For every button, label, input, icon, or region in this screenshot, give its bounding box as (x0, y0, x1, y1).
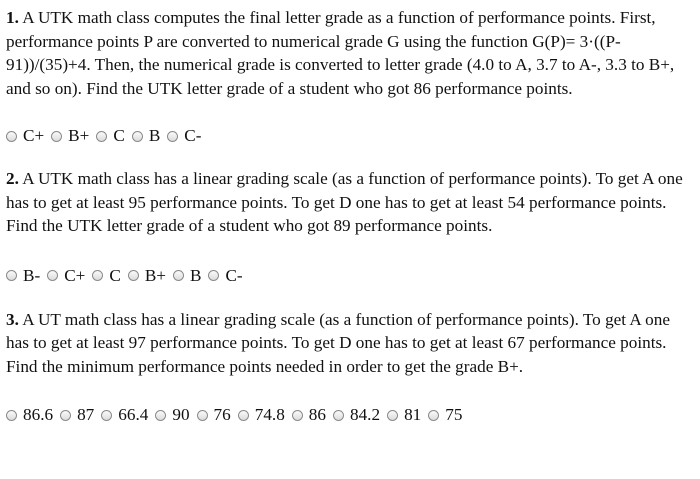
q2-option-5[interactable] (173, 265, 201, 287)
option-label: C- (225, 265, 243, 285)
option-label: 76 (213, 405, 231, 424)
q3-option-7[interactable] (292, 404, 326, 426)
q2-option-2[interactable] (47, 265, 85, 287)
q3-option-4[interactable] (155, 404, 189, 426)
question-2-options (6, 265, 694, 287)
q1-option-2[interactable] (51, 125, 89, 147)
question-1-options (6, 125, 694, 147)
radio-button-icon[interactable] (238, 410, 249, 421)
option-label: C (113, 126, 125, 145)
option-label: C+ (64, 265, 86, 285)
q3-option-3[interactable] (101, 404, 148, 426)
radio-button-icon[interactable] (173, 270, 184, 281)
question-2-text: A UTK math class has a linear grading scale (as a function of performance points). To get A one has to get at least 95 performance points. To get D one has to get at least 54 performance points. Find the UTK letter grade of a student who got 89 performance points. (6, 169, 683, 235)
radio-button-icon[interactable] (101, 410, 112, 421)
radio-button-icon[interactable] (208, 270, 219, 281)
radio-button-icon[interactable] (132, 131, 143, 142)
question-1-text: A UTK math class computes the final letter grade as a function of performance points. First, performance points P are converted to numerical grade G using the function G(P)= 3·((P-91))/(35)+4. Then, the numerical grade is converted to letter grade (4.0 to A, 3.7 to A-, 3.3 to B+, and so on). Find the UTK letter grade of a student who got 86 performance points. (6, 8, 675, 98)
option-label: 87 (77, 405, 95, 424)
option-label: C- (184, 126, 202, 145)
option-label: 74.8 (254, 405, 285, 424)
option-label: 81 (404, 405, 422, 424)
option-label: B (148, 126, 161, 145)
q3-option-9[interactable] (387, 404, 421, 426)
radio-button-icon[interactable] (387, 410, 398, 421)
option-label: 84.2 (349, 405, 381, 424)
radio-button-icon[interactable] (155, 410, 166, 421)
radio-button-icon[interactable] (47, 270, 58, 281)
option-label: C+ (23, 126, 45, 145)
q2-option-3[interactable] (92, 265, 120, 287)
radio-button-icon[interactable] (197, 410, 208, 421)
radio-button-icon[interactable] (60, 410, 71, 421)
radio-button-icon[interactable] (92, 270, 103, 281)
radio-button-icon[interactable] (167, 131, 178, 142)
radio-button-icon[interactable] (333, 410, 344, 421)
q3-option-8[interactable] (333, 404, 380, 426)
option-label: 90 (172, 405, 190, 424)
q2-option-4[interactable] (128, 265, 166, 287)
q3-option-1[interactable] (6, 404, 53, 426)
option-label: 86 (308, 405, 326, 424)
q1-option-1[interactable] (6, 125, 44, 147)
question-3 (6, 308, 694, 379)
q3-option-5[interactable] (197, 404, 231, 426)
option-label: 66.4 (118, 405, 149, 424)
radio-button-icon[interactable] (51, 131, 62, 142)
option-label: B+ (68, 126, 90, 145)
q2-option-1[interactable] (6, 265, 40, 287)
option-label: B- (23, 265, 41, 285)
question-3-text: A UT math class has a linear grading scale (as a function of performance points). To get A one has to get at least 97 performance points. To get D one has to get at least 67 performance points. Find the minimum performance points needed in order to get the grade B+. (6, 309, 670, 376)
q3-option-6[interactable] (238, 404, 285, 426)
q1-option-5[interactable] (167, 125, 201, 147)
radio-button-icon[interactable] (6, 270, 17, 281)
radio-button-icon[interactable] (292, 410, 303, 421)
q1-option-3[interactable] (96, 125, 124, 147)
question-1 (6, 6, 694, 100)
q1-option-4[interactable] (132, 125, 160, 147)
q2-option-6[interactable] (208, 265, 242, 287)
q3-option-10[interactable] (428, 404, 462, 426)
question-1-number: 1. (6, 8, 19, 27)
radio-button-icon[interactable] (128, 270, 139, 281)
option-label: 75 (445, 405, 463, 424)
option-label: B (190, 265, 202, 285)
radio-button-icon[interactable] (6, 131, 17, 142)
option-label: C (109, 265, 121, 285)
question-3-options (6, 404, 694, 426)
q3-option-2[interactable] (60, 404, 94, 426)
question-3-number: 3. (6, 309, 19, 329)
radio-button-icon[interactable] (6, 410, 17, 421)
option-label: 86.6 (23, 405, 54, 424)
question-2 (6, 167, 694, 238)
radio-button-icon[interactable] (96, 131, 107, 142)
question-2-number: 2. (6, 169, 19, 188)
option-label: B+ (144, 265, 166, 285)
radio-button-icon[interactable] (428, 410, 439, 421)
